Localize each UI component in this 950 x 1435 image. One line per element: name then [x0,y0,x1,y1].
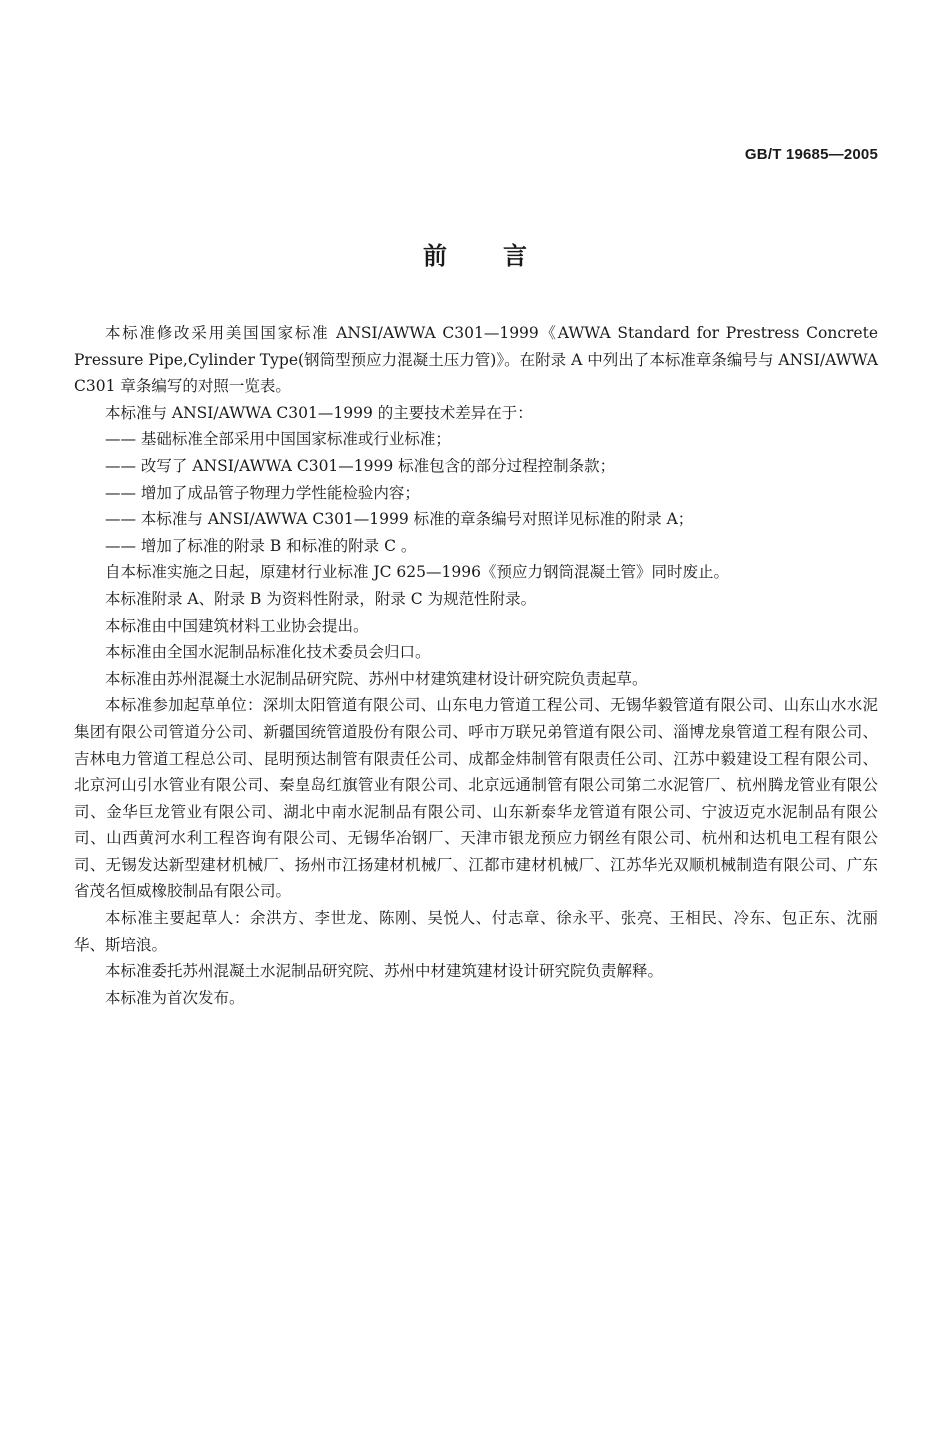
paragraph-differences-intro: 本标准与 ANSI/AWWA C301—1999 的主要技术差异在于： [105,403,533,422]
paragraph-drafted-by: 本标准由苏州混凝土水泥制品研究院、苏州中材建筑建材设计研究院负责起草。 [105,669,648,688]
paragraph-annexes: 本标准附录 A、附录 B 为资料性附录，附录 C 为规范性附录。 [105,589,537,608]
paragraph-proposed-by: 本标准由中国建筑材料工业协会提出。 [105,616,369,635]
list-item-difference: —— 基础标准全部采用中国国家标准或行业标准； [105,430,451,449]
paragraph-main-drafters: 本标准主要起草人：余洪方、李世龙、陈刚、吴悦人、付志章、徐永平、张亮、王相民、冷东、包正东、沈丽华、斯培浪。 [74,909,878,954]
paragraph-supersedes: 自本标准实施之日起，原建材行业标准 JC 625—1996《预应力钢筒混凝土管》同时废止。 [105,563,729,582]
page-title: 前言 [423,242,583,270]
paragraph-first-issue: 本标准为首次发布。 [105,988,245,1007]
list-item-difference: —— 本标准与 ANSI/AWWA C301—1999 标准的章条编号对照详见标准的附录 A； [105,510,694,529]
paragraph-participating-units: 本标准参加起草单位：深圳太阳管道有限公司、山东电力管道工程公司、无锡华毅管道有限公司、山东山水水泥集团有限公司管道分公司、新疆国统管道股份有限公司、呼市万联兄弟管道有限公司、淄博龙泉管道工程有限公司、吉林电力管道工程总公司、昆明预达制管有限责任公司、成都金炜制管有限责任公司、江苏中毅建设工程有限公司、北京河山引水管业有限公司、秦皇岛红旗管业有限公司、北京远通制管有限公司第二水泥管厂、杭州腾龙管业有限公司、金华巨龙管业有限公司、湖北中南水泥制品有限公司、山东新泰华龙管道有限公司、宁波迈克水泥制品有限公司、山西黄河水利工程咨询有限公司、无锡华冶钢厂、天津市银龙预应力钢丝有限公司、杭州和达机电工程有限公司、无锡发达新型建材机械厂、扬州市江扬建材机械厂、江都市建材机械厂、江苏华光双顺机械制造有限公司、广东省茂名恒威橡胶制品有限公司。 [74,696,878,901]
list-item-difference: —— 增加了成品管子物理力学性能检验内容； [105,483,420,502]
foreword-body [74,320,878,1011]
standard-code: GB/T 19685—2005 [744,146,878,163]
paragraph-under-jurisdiction: 本标准由全国水泥制品标准化技术委员会归口。 [105,643,431,662]
paragraph-adoption: 本标准修改采用美国国家标准 ANSI/AWWA C301—1999《AWWA Standard for Prestress Concrete Pressure Pipe,Cylinder Type(钢筒型预应力混凝土压力管)》。在附录 A 中列出了本标准章条编号与 ANSI/AWWA C301 章条编写的对照一览表。 [74,324,878,396]
list-item-difference: —— 增加了标准的附录 B 和标准的附录 C 。 [105,536,417,555]
paragraph-interpretation: 本标准委托苏州混凝土水泥制品研究院、苏州中材建筑建材设计研究院负责解释。 [105,962,664,981]
list-item-difference: —— 改写了 ANSI/AWWA C301—1999 标准包含的部分过程控制条款； [105,456,616,475]
